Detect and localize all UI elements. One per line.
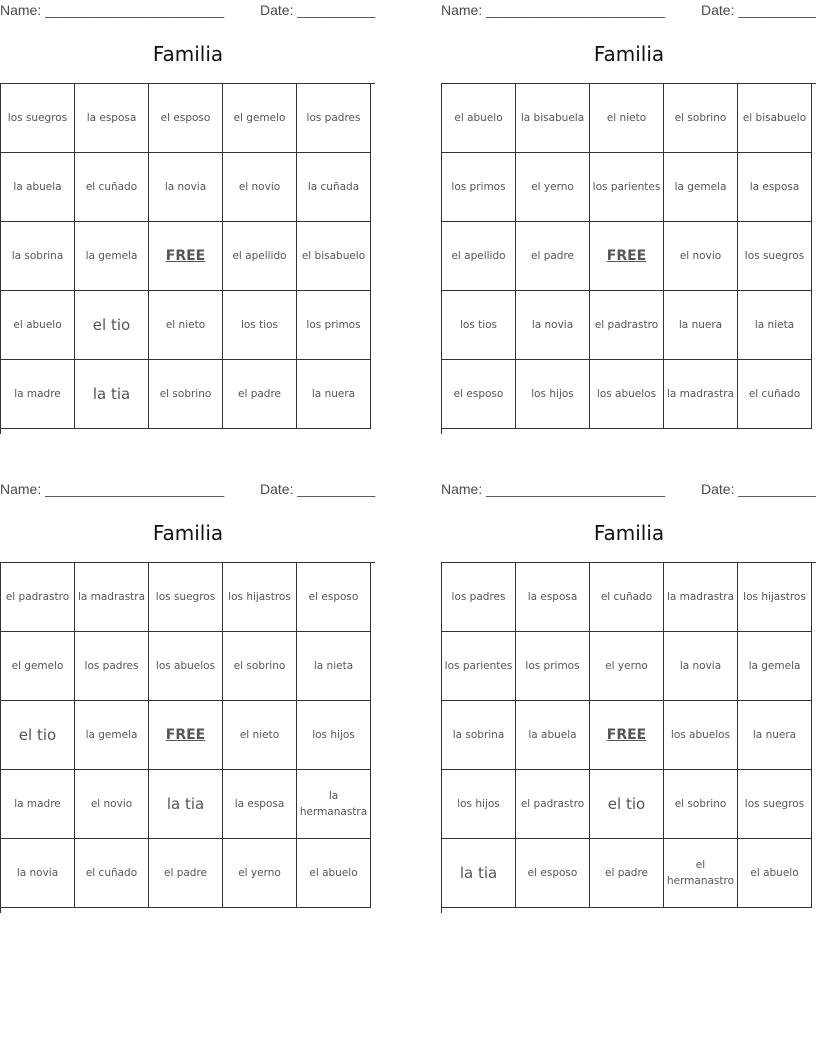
bingo-cell[interactable]: la madre [1, 360, 75, 429]
bingo-cell[interactable]: los primos [442, 153, 516, 222]
bingo-cell[interactable]: el tio [590, 770, 664, 839]
bingo-cell[interactable]: los tios [442, 291, 516, 360]
bingo-cell[interactable]: los primos [297, 291, 371, 360]
bingo-cell[interactable]: el cuñado [738, 360, 812, 429]
bingo-cell[interactable]: el esposo [297, 563, 371, 632]
bingo-cell[interactable]: los abuelos [664, 701, 738, 770]
bingo-cell[interactable]: el gemelo [223, 84, 297, 153]
bingo-cell[interactable]: los suegros [738, 222, 812, 291]
bingo-cell[interactable]: la madrastra [75, 563, 149, 632]
bingo-cell[interactable]: los suegros [738, 770, 812, 839]
bingo-cell[interactable]: el yerno [590, 632, 664, 701]
bingo-cell[interactable]: la gemela [738, 632, 812, 701]
bingo-cell[interactable]: los hijastros [738, 563, 812, 632]
date-field[interactable]: Date: __________ [701, 481, 816, 497]
bingo-card-2 [441, 0, 816, 436]
bingo-cell[interactable]: el bisabuelo [297, 222, 371, 291]
bingo-cell[interactable]: el padre [223, 360, 297, 429]
bingo-cell[interactable]: el padrastro [516, 770, 590, 839]
bingo-cell[interactable]: el nieto [223, 701, 297, 770]
header-fields [0, 0, 376, 20]
bingo-cell[interactable]: los primos [516, 632, 590, 701]
free-space-cell[interactable]: FREE [149, 222, 223, 291]
bingo-cell[interactable]: el padrastro [1, 563, 75, 632]
bingo-cell[interactable]: la nuera [297, 360, 371, 429]
bingo-cell[interactable]: los parientes [590, 153, 664, 222]
card-title: Familia [593, 521, 665, 545]
bingo-cell[interactable]: el tio [1, 701, 75, 770]
bingo-cell[interactable]: el nieto [590, 84, 664, 153]
bingo-cell[interactable]: los abuelos [590, 360, 664, 429]
bingo-cell[interactable]: el esposo [516, 839, 590, 908]
name-field[interactable]: Name: _______________________ [441, 2, 666, 18]
bingo-cell[interactable]: los abuelos [149, 632, 223, 701]
bingo-cell[interactable]: los parientes [442, 632, 516, 701]
bingo-cell[interactable]: el padre [516, 222, 590, 291]
bingo-cell[interactable]: la tia [149, 770, 223, 839]
bingo-cell[interactable]: los padres [442, 563, 516, 632]
bingo-cell[interactable]: los tios [223, 291, 297, 360]
bingo-cell[interactable]: la hermanastra [297, 770, 371, 839]
bingo-cell[interactable]: el abuelo [297, 839, 371, 908]
bingo-cell[interactable]: el apellido [223, 222, 297, 291]
bingo-cell[interactable]: la esposa [516, 563, 590, 632]
bingo-cell[interactable]: la sobrina [442, 701, 516, 770]
bingo-grid [0, 83, 375, 434]
bingo-cell[interactable]: el cuñado [75, 153, 149, 222]
bingo-cell[interactable]: el esposo [149, 84, 223, 153]
bingo-cell[interactable]: el esposo [442, 360, 516, 429]
bingo-cell[interactable]: el tio [75, 291, 149, 360]
bingo-cell[interactable]: la novia [149, 153, 223, 222]
bingo-cell[interactable]: los hijastros [223, 563, 297, 632]
bingo-cell[interactable]: el yerno [223, 839, 297, 908]
bingo-cell[interactable]: la esposa [738, 153, 812, 222]
bingo-card-4 [441, 479, 816, 915]
bingo-cell[interactable]: el sobrino [664, 770, 738, 839]
card-title: Familia [152, 521, 224, 545]
bingo-cell[interactable]: la abuela [516, 701, 590, 770]
bingo-grid [441, 562, 816, 913]
bingo-cell[interactable]: la novia [516, 291, 590, 360]
bingo-cell[interactable]: los hijos [516, 360, 590, 429]
bingo-cell[interactable]: el sobrino [149, 360, 223, 429]
header-fields [0, 479, 376, 499]
bingo-cell[interactable]: la madrastra [664, 360, 738, 429]
bingo-grid [0, 562, 375, 913]
bingo-cell[interactable]: la gemela [664, 153, 738, 222]
bingo-cell[interactable]: el abuelo [1, 291, 75, 360]
bingo-cell[interactable]: la nieta [738, 291, 812, 360]
bingo-cell[interactable]: el padre [590, 839, 664, 908]
bingo-cell[interactable]: la esposa [223, 770, 297, 839]
bingo-cell[interactable]: el cuñado [590, 563, 664, 632]
bingo-card-1 [0, 0, 376, 436]
bingo-cell[interactable]: la gemela [75, 222, 149, 291]
bingo-cell[interactable]: la cuñada [297, 153, 371, 222]
date-field[interactable]: Date: __________ [260, 481, 376, 497]
bingo-cell[interactable]: la gemela [75, 701, 149, 770]
bingo-cell[interactable]: el bisabuelo [738, 84, 812, 153]
name-field[interactable]: Name: _______________________ [441, 481, 666, 497]
name-field[interactable]: Name: _______________________ [0, 481, 225, 497]
bingo-card-3 [0, 479, 376, 915]
bingo-cell[interactable]: el novio [664, 222, 738, 291]
bingo-cell[interactable]: la tia [442, 839, 516, 908]
card-title: Familia [152, 42, 224, 66]
bingo-cell[interactable]: la novia [1, 839, 75, 908]
bingo-cell[interactable]: el cuñado [75, 839, 149, 908]
bingo-cell[interactable]: la madre [1, 770, 75, 839]
header-fields [441, 479, 816, 499]
free-space-cell[interactable]: FREE [149, 701, 223, 770]
bingo-cell[interactable]: los hijos [297, 701, 371, 770]
bingo-cell[interactable]: la esposa [75, 84, 149, 153]
bingo-cell[interactable]: los padres [75, 632, 149, 701]
bingo-cell[interactable]: la nieta [297, 632, 371, 701]
bingo-cell[interactable]: la madrastra [664, 563, 738, 632]
bingo-grid [441, 83, 816, 434]
bingo-cell[interactable]: los suegros [1, 84, 75, 153]
header-fields [441, 0, 816, 20]
bingo-cell[interactable]: el apellido [442, 222, 516, 291]
bingo-cell[interactable]: los padres [297, 84, 371, 153]
name-field[interactable]: Name: _______________________ [0, 2, 225, 18]
bingo-cell[interactable]: la bisabuela [516, 84, 590, 153]
bingo-cell[interactable]: el novio [75, 770, 149, 839]
bingo-cell[interactable]: la tia [75, 360, 149, 429]
bingo-cell[interactable]: la sobrina [1, 222, 75, 291]
bingo-cell[interactable]: el abuelo [738, 839, 812, 908]
bingo-cell[interactable]: el sobrino [664, 84, 738, 153]
bingo-cell[interactable]: el yerno [516, 153, 590, 222]
date-field[interactable]: Date: __________ [260, 2, 376, 18]
bingo-cell[interactable]: el hermanastro [664, 839, 738, 908]
bingo-cell[interactable]: el abuelo [442, 84, 516, 153]
bingo-cell[interactable]: la nuera [664, 291, 738, 360]
free-space-cell[interactable]: FREE [590, 222, 664, 291]
bingo-cell[interactable]: la abuela [1, 153, 75, 222]
bingo-cell[interactable]: los suegros [149, 563, 223, 632]
card-title: Familia [593, 42, 665, 66]
bingo-cell[interactable]: el novio [223, 153, 297, 222]
bingo-cell[interactable]: el sobrino [223, 632, 297, 701]
date-field[interactable]: Date: __________ [701, 2, 816, 18]
bingo-cell[interactable]: la nuera [738, 701, 812, 770]
free-space-cell[interactable]: FREE [590, 701, 664, 770]
bingo-cell[interactable]: el gemelo [1, 632, 75, 701]
bingo-cell[interactable]: los hijos [442, 770, 516, 839]
bingo-cell[interactable]: el padre [149, 839, 223, 908]
bingo-cell[interactable]: la novia [664, 632, 738, 701]
bingo-cell[interactable]: el nieto [149, 291, 223, 360]
bingo-cell[interactable]: el padrastro [590, 291, 664, 360]
